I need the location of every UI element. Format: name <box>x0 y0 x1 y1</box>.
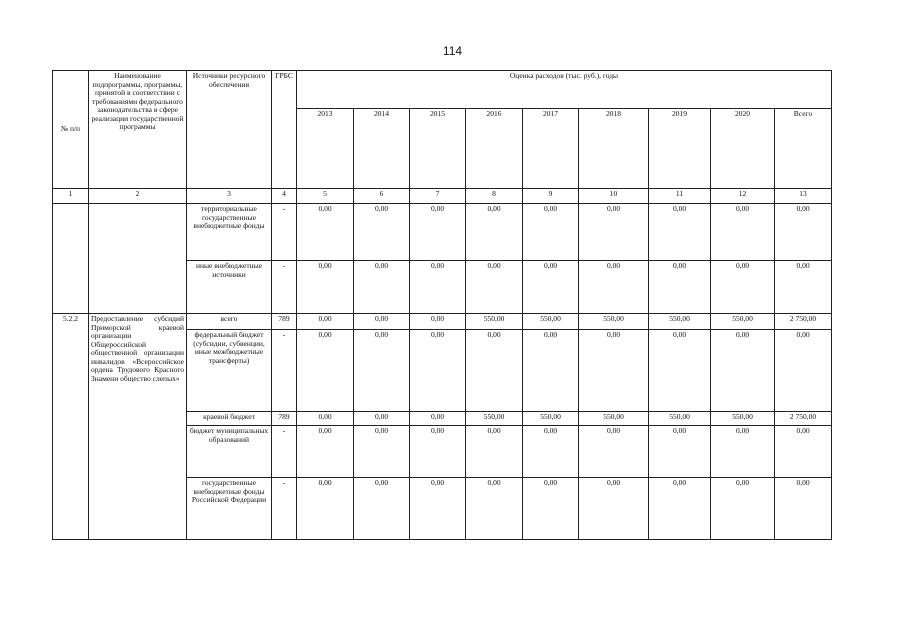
header-source: Источники ресурсного обеспечения <box>187 71 272 189</box>
value-cell: 0,00 <box>523 261 579 314</box>
source-cell: всего <box>187 314 272 330</box>
total-cell: 2 750,00 <box>775 314 832 330</box>
number-cell: 11 <box>649 189 711 204</box>
value-cell: 0,00 <box>410 261 466 314</box>
source-cell: краевой бюджет <box>187 412 272 426</box>
header-name: Наименование подпрограммы, программы, принятой в соответствии с требованиями федерального законодательства в сфере реализации государственной программы <box>89 71 187 189</box>
value-cell: 0,00 <box>466 330 523 412</box>
value-cell: 0,00 <box>579 330 649 412</box>
number-cell: 10 <box>579 189 649 204</box>
value-cell: 0,00 <box>649 204 711 261</box>
value-cell: 0,00 <box>354 412 410 426</box>
value-cell: 0,00 <box>410 412 466 426</box>
total-cell: 0,00 <box>775 426 832 478</box>
year-cell: 2019 <box>649 109 711 189</box>
value-cell: 0,00 <box>711 330 775 412</box>
source-cell: иные внебюджетные источники <box>187 261 272 314</box>
value-cell: 0,00 <box>466 261 523 314</box>
total-cell: 0,00 <box>775 261 832 314</box>
year-cell: 2016 <box>466 109 523 189</box>
number-cell: 3 <box>187 189 272 204</box>
year-cell: 2014 <box>354 109 410 189</box>
value-cell: 0,00 <box>410 204 466 261</box>
value-cell: 0,00 <box>649 478 711 540</box>
value-cell: 0,00 <box>297 204 354 261</box>
source-cell: бюджет муниципальных образований <box>187 426 272 478</box>
num-cell: 5.2.2 <box>53 314 89 540</box>
table-row <box>53 204 832 261</box>
value-cell: 0,00 <box>297 314 354 330</box>
header-estimate: Оценка расходов (тыс. руб.), годы <box>297 71 832 109</box>
number-cell: 12 <box>711 189 775 204</box>
number-cell: 6 <box>354 189 410 204</box>
value-cell: 0,00 <box>711 478 775 540</box>
source-cell: государственные внебюджетные фонды Российской Федерации <box>187 478 272 540</box>
value-cell: 0,00 <box>466 426 523 478</box>
value-cell: 550,00 <box>579 412 649 426</box>
value-cell: 0,00 <box>297 412 354 426</box>
number-cell: 13 <box>775 189 832 204</box>
value-cell: 0,00 <box>523 204 579 261</box>
grbs-cell: - <box>272 478 297 540</box>
grbs-cell: - <box>272 426 297 478</box>
value-cell: 0,00 <box>579 204 649 261</box>
value-cell: 0,00 <box>466 204 523 261</box>
numbering-row <box>53 189 832 204</box>
page-number: 114 <box>442 44 463 58</box>
value-cell: 550,00 <box>711 412 775 426</box>
value-cell: 0,00 <box>711 426 775 478</box>
number-cell: 7 <box>410 189 466 204</box>
value-cell: 0,00 <box>523 426 579 478</box>
value-cell: 550,00 <box>466 412 523 426</box>
number-cell: 8 <box>466 189 523 204</box>
value-cell: 0,00 <box>523 330 579 412</box>
total-cell: 2 750,00 <box>775 412 832 426</box>
grbs-cell: 789 <box>272 412 297 426</box>
value-cell: 0,00 <box>297 261 354 314</box>
value-cell: 0,00 <box>354 204 410 261</box>
value-cell: 550,00 <box>649 412 711 426</box>
source-cell: территориальные государственные внебюджетные фонды <box>187 204 272 261</box>
value-cell: 550,00 <box>579 314 649 330</box>
name-cell <box>89 204 187 314</box>
value-cell: 0,00 <box>579 261 649 314</box>
grbs-cell: 789 <box>272 314 297 330</box>
year-cell: 2017 <box>523 109 579 189</box>
year-cell: 2018 <box>579 109 649 189</box>
value-cell: 550,00 <box>649 314 711 330</box>
total-cell: 0,00 <box>775 330 832 412</box>
number-cell: 2 <box>89 189 187 204</box>
value-cell: 0,00 <box>297 478 354 540</box>
value-cell: 0,00 <box>354 330 410 412</box>
value-cell: 0,00 <box>354 314 410 330</box>
year-cell: 2015 <box>410 109 466 189</box>
total-cell: 0,00 <box>775 478 832 540</box>
value-cell: 0,00 <box>410 426 466 478</box>
value-cell: 550,00 <box>523 314 579 330</box>
value-cell: 0,00 <box>649 261 711 314</box>
total-header-cell: Всего <box>775 109 832 189</box>
grbs-cell: - <box>272 330 297 412</box>
value-cell: 550,00 <box>711 314 775 330</box>
year-cell: 2020 <box>711 109 775 189</box>
value-cell: 0,00 <box>579 426 649 478</box>
value-cell: 0,00 <box>410 314 466 330</box>
name-cell: Предоставление субсидий Приморской краевой организации Общероссийской общественной организации инвалидов «Всероссийское ордена Трудового Красного Знамени общество слепых» <box>89 314 187 540</box>
value-cell: 0,00 <box>410 478 466 540</box>
header-num: № п/п <box>53 71 89 189</box>
num-cell <box>53 204 89 314</box>
value-cell: 0,00 <box>354 261 410 314</box>
grbs-cell: - <box>272 204 297 261</box>
value-cell: 0,00 <box>649 330 711 412</box>
value-cell: 0,00 <box>354 426 410 478</box>
source-cell: федеральный бюджет (субсидии, субвенции, иные межбюджетные трансферты) <box>187 330 272 412</box>
value-cell: 0,00 <box>711 261 775 314</box>
value-cell: 0,00 <box>649 426 711 478</box>
value-cell: 550,00 <box>466 314 523 330</box>
number-cell: 5 <box>297 189 354 204</box>
expense-table <box>52 70 832 540</box>
number-cell: 4 <box>272 189 297 204</box>
value-cell: 0,00 <box>297 426 354 478</box>
value-cell: 0,00 <box>579 478 649 540</box>
header-grbs: ГРБС <box>272 71 297 189</box>
value-cell: 0,00 <box>466 478 523 540</box>
value-cell: 0,00 <box>523 478 579 540</box>
total-cell: 0,00 <box>775 204 832 261</box>
value-cell: 0,00 <box>410 330 466 412</box>
value-cell: 0,00 <box>297 330 354 412</box>
table-row <box>53 314 832 330</box>
value-cell: 0,00 <box>711 204 775 261</box>
value-cell: 0,00 <box>354 478 410 540</box>
number-cell: 9 <box>523 189 579 204</box>
value-cell: 550,00 <box>523 412 579 426</box>
number-cell: 1 <box>53 189 89 204</box>
grbs-cell: - <box>272 261 297 314</box>
header-row <box>53 71 832 109</box>
year-cell: 2013 <box>297 109 354 189</box>
